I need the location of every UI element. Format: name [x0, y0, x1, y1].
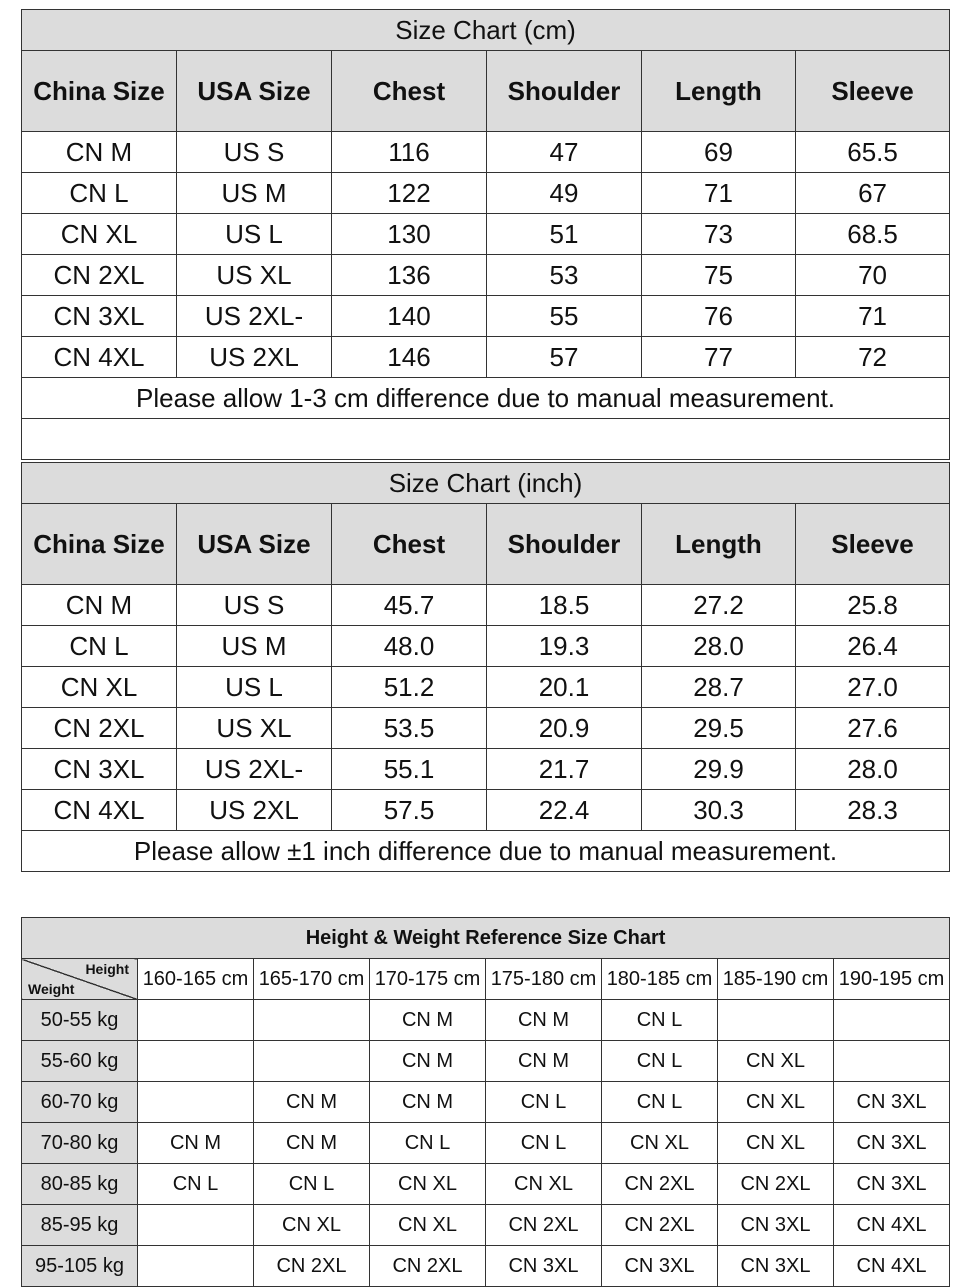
- height-weight-chart: [21, 917, 950, 1287]
- chart-title: Height & Weight Reference Size Chart: [22, 918, 950, 959]
- spacer-row: [22, 419, 950, 460]
- size-cell: CN M: [370, 1082, 486, 1123]
- size-cell: CN L: [138, 1164, 254, 1205]
- column-header: Chest: [332, 51, 487, 132]
- table-cell: 49: [487, 173, 642, 214]
- size-cell: CN 2XL: [718, 1164, 834, 1205]
- weight-label: 70-80 kg: [22, 1123, 138, 1164]
- column-header: Shoulder: [487, 51, 642, 132]
- corner-weight-label: Weight: [28, 981, 75, 997]
- column-header: China Size: [22, 504, 177, 585]
- table-row: [22, 1164, 950, 1205]
- table-cell: 55.1: [332, 749, 487, 790]
- table-cell: 68.5: [796, 214, 950, 255]
- note-row: [22, 378, 950, 419]
- size-cell: CN L: [370, 1123, 486, 1164]
- weight-label: 95-105 kg: [22, 1246, 138, 1287]
- size-cell: CN L: [602, 1082, 718, 1123]
- table-cell: 22.4: [487, 790, 642, 831]
- size-cell: CN 4XL: [834, 1205, 950, 1246]
- table-row: [22, 1000, 950, 1041]
- height-header: 180-185 cm: [602, 959, 718, 1000]
- table-cell: US 2XL-: [177, 296, 332, 337]
- size-cell: CN XL: [718, 1123, 834, 1164]
- weight-label: 85-95 kg: [22, 1205, 138, 1246]
- table-cell: CN 4XL: [22, 790, 177, 831]
- size-chart-inch: [21, 462, 950, 872]
- table-row: [22, 214, 950, 255]
- table-cell: 28.0: [796, 749, 950, 790]
- table-cell: 27.2: [642, 585, 796, 626]
- measurement-note: Please allow 1-3 cm difference due to manual measurement.: [22, 378, 950, 419]
- header-row: [22, 504, 950, 585]
- table-cell: CN M: [22, 585, 177, 626]
- table-cell: 29.5: [642, 708, 796, 749]
- spacer-cell: [22, 419, 950, 460]
- height-header: 190-195 cm: [834, 959, 950, 1000]
- size-cell: CN 2XL: [602, 1164, 718, 1205]
- table-cell: 20.9: [487, 708, 642, 749]
- table-cell: 20.1: [487, 667, 642, 708]
- table-cell: CN 2XL: [22, 708, 177, 749]
- header-row: [22, 51, 950, 132]
- size-cell: CN L: [486, 1123, 602, 1164]
- size-cell: CN 2XL: [254, 1246, 370, 1287]
- size-cell: CN 3XL: [718, 1205, 834, 1246]
- size-cell: CN M: [486, 1000, 602, 1041]
- chart-title: Size Chart (inch): [22, 463, 950, 504]
- table-cell: 73: [642, 214, 796, 255]
- table-cell: 116: [332, 132, 487, 173]
- size-cell: CN 3XL: [834, 1164, 950, 1205]
- table-row: [22, 585, 950, 626]
- table-cell: 130: [332, 214, 487, 255]
- table-cell: 140: [332, 296, 487, 337]
- size-cell: CN 3XL: [834, 1123, 950, 1164]
- table-cell: 51: [487, 214, 642, 255]
- size-cell: CN L: [602, 1000, 718, 1041]
- height-header: 175-180 cm: [486, 959, 602, 1000]
- size-cell: CN XL: [718, 1041, 834, 1082]
- size-cell: CN 3XL: [718, 1246, 834, 1287]
- chart-title: Size Chart (cm): [22, 10, 950, 51]
- table-cell: 28.7: [642, 667, 796, 708]
- table-cell: US XL: [177, 708, 332, 749]
- table-cell: 48.0: [332, 626, 487, 667]
- table-cell: 21.7: [487, 749, 642, 790]
- corner-cell: [22, 959, 138, 1000]
- column-header: USA Size: [177, 51, 332, 132]
- table-cell: CN 3XL: [22, 296, 177, 337]
- table-row: [22, 296, 950, 337]
- table-cell: US L: [177, 214, 332, 255]
- table-cell: US L: [177, 667, 332, 708]
- table-row: [22, 337, 950, 378]
- column-header: USA Size: [177, 504, 332, 585]
- size-cell: CN M: [254, 1082, 370, 1123]
- table-cell: 28.0: [642, 626, 796, 667]
- table-cell: 67: [796, 173, 950, 214]
- size-cell: [138, 1205, 254, 1246]
- size-cell: CN XL: [370, 1164, 486, 1205]
- table-cell: CN 3XL: [22, 749, 177, 790]
- table-row: [22, 132, 950, 173]
- table-row: [22, 1041, 950, 1082]
- table-row: [22, 1246, 950, 1287]
- size-cell: CN M: [370, 1000, 486, 1041]
- size-cell: [254, 1000, 370, 1041]
- size-cell: CN L: [486, 1082, 602, 1123]
- table-cell: 71: [642, 173, 796, 214]
- note-row: [22, 831, 950, 872]
- table-cell: 122: [332, 173, 487, 214]
- table-cell: CN L: [22, 626, 177, 667]
- table-cell: 27.6: [796, 708, 950, 749]
- weight-label: 80-85 kg: [22, 1164, 138, 1205]
- size-cell: CN 2XL: [370, 1246, 486, 1287]
- column-header: Length: [642, 51, 796, 132]
- table-cell: 77: [642, 337, 796, 378]
- table-row: [22, 173, 950, 214]
- size-cell: [718, 1000, 834, 1041]
- column-header: China Size: [22, 51, 177, 132]
- table-row: [22, 626, 950, 667]
- table-cell: 45.7: [332, 585, 487, 626]
- table-cell: US 2XL: [177, 337, 332, 378]
- size-cell: CN 2XL: [486, 1205, 602, 1246]
- table-cell: CN XL: [22, 214, 177, 255]
- column-header: Chest: [332, 504, 487, 585]
- table-cell: CN XL: [22, 667, 177, 708]
- table-cell: 53: [487, 255, 642, 296]
- table-cell: 72: [796, 337, 950, 378]
- corner-height-label: Height: [85, 961, 129, 977]
- table-cell: 29.9: [642, 749, 796, 790]
- size-cell: [254, 1041, 370, 1082]
- size-chart-cm: [21, 9, 950, 460]
- size-cell: CN 4XL: [834, 1246, 950, 1287]
- size-cell: CN L: [602, 1041, 718, 1082]
- size-cell: CN M: [370, 1041, 486, 1082]
- table-row: [22, 1082, 950, 1123]
- size-cell: CN XL: [370, 1205, 486, 1246]
- height-header: 185-190 cm: [718, 959, 834, 1000]
- table-cell: US 2XL-: [177, 749, 332, 790]
- column-header: Sleeve: [796, 504, 950, 585]
- size-cell: CN 3XL: [602, 1246, 718, 1287]
- size-cell: [138, 1000, 254, 1041]
- column-header: Shoulder: [487, 504, 642, 585]
- table-cell: 57: [487, 337, 642, 378]
- table-cell: 69: [642, 132, 796, 173]
- table-cell: US XL: [177, 255, 332, 296]
- measurement-note: Please allow ±1 inch difference due to manual measurement.: [22, 831, 950, 872]
- table-row: [22, 255, 950, 296]
- table-row: [22, 1205, 950, 1246]
- table-cell: US S: [177, 132, 332, 173]
- table-cell: US S: [177, 585, 332, 626]
- table-cell: 51.2: [332, 667, 487, 708]
- table-row: [22, 1123, 950, 1164]
- table-cell: US M: [177, 173, 332, 214]
- size-cell: [138, 1246, 254, 1287]
- size-cell: CN M: [254, 1123, 370, 1164]
- size-cell: CN 3XL: [486, 1246, 602, 1287]
- size-cell: [138, 1082, 254, 1123]
- size-cell: CN M: [138, 1123, 254, 1164]
- table-cell: CN M: [22, 132, 177, 173]
- table-cell: 57.5: [332, 790, 487, 831]
- table-cell: 25.8: [796, 585, 950, 626]
- table-row: [22, 708, 950, 749]
- table-cell: 71: [796, 296, 950, 337]
- table-cell: 136: [332, 255, 487, 296]
- table-cell: CN L: [22, 173, 177, 214]
- table-cell: 30.3: [642, 790, 796, 831]
- size-cell: [138, 1041, 254, 1082]
- table-cell: 146: [332, 337, 487, 378]
- table-cell: 70: [796, 255, 950, 296]
- size-cell: CN 2XL: [602, 1205, 718, 1246]
- weight-label: 55-60 kg: [22, 1041, 138, 1082]
- table-cell: 28.3: [796, 790, 950, 831]
- table-cell: US M: [177, 626, 332, 667]
- size-cell: CN XL: [254, 1205, 370, 1246]
- table-cell: CN 2XL: [22, 255, 177, 296]
- column-header: Length: [642, 504, 796, 585]
- column-header: Sleeve: [796, 51, 950, 132]
- size-cell: CN 3XL: [834, 1082, 950, 1123]
- table-row: [22, 749, 950, 790]
- size-cell: [834, 1041, 950, 1082]
- table-cell: 65.5: [796, 132, 950, 173]
- size-cell: CN XL: [718, 1082, 834, 1123]
- size-cell: CN XL: [602, 1123, 718, 1164]
- size-cell: CN M: [486, 1041, 602, 1082]
- height-header: 165-170 cm: [254, 959, 370, 1000]
- size-cell: [834, 1000, 950, 1041]
- height-header: 170-175 cm: [370, 959, 486, 1000]
- table-cell: 47: [487, 132, 642, 173]
- table-cell: 19.3: [487, 626, 642, 667]
- weight-label: 60-70 kg: [22, 1082, 138, 1123]
- table-cell: 75: [642, 255, 796, 296]
- size-cell: CN L: [254, 1164, 370, 1205]
- table-cell: US 2XL: [177, 790, 332, 831]
- height-header: 160-165 cm: [138, 959, 254, 1000]
- table-cell: 55: [487, 296, 642, 337]
- table-cell: CN 4XL: [22, 337, 177, 378]
- table-row: [22, 667, 950, 708]
- weight-label: 50-55 kg: [22, 1000, 138, 1041]
- table-row: [22, 790, 950, 831]
- table-cell: 18.5: [487, 585, 642, 626]
- table-cell: 26.4: [796, 626, 950, 667]
- table-cell: 53.5: [332, 708, 487, 749]
- size-cell: CN XL: [486, 1164, 602, 1205]
- table-cell: 27.0: [796, 667, 950, 708]
- table-cell: 76: [642, 296, 796, 337]
